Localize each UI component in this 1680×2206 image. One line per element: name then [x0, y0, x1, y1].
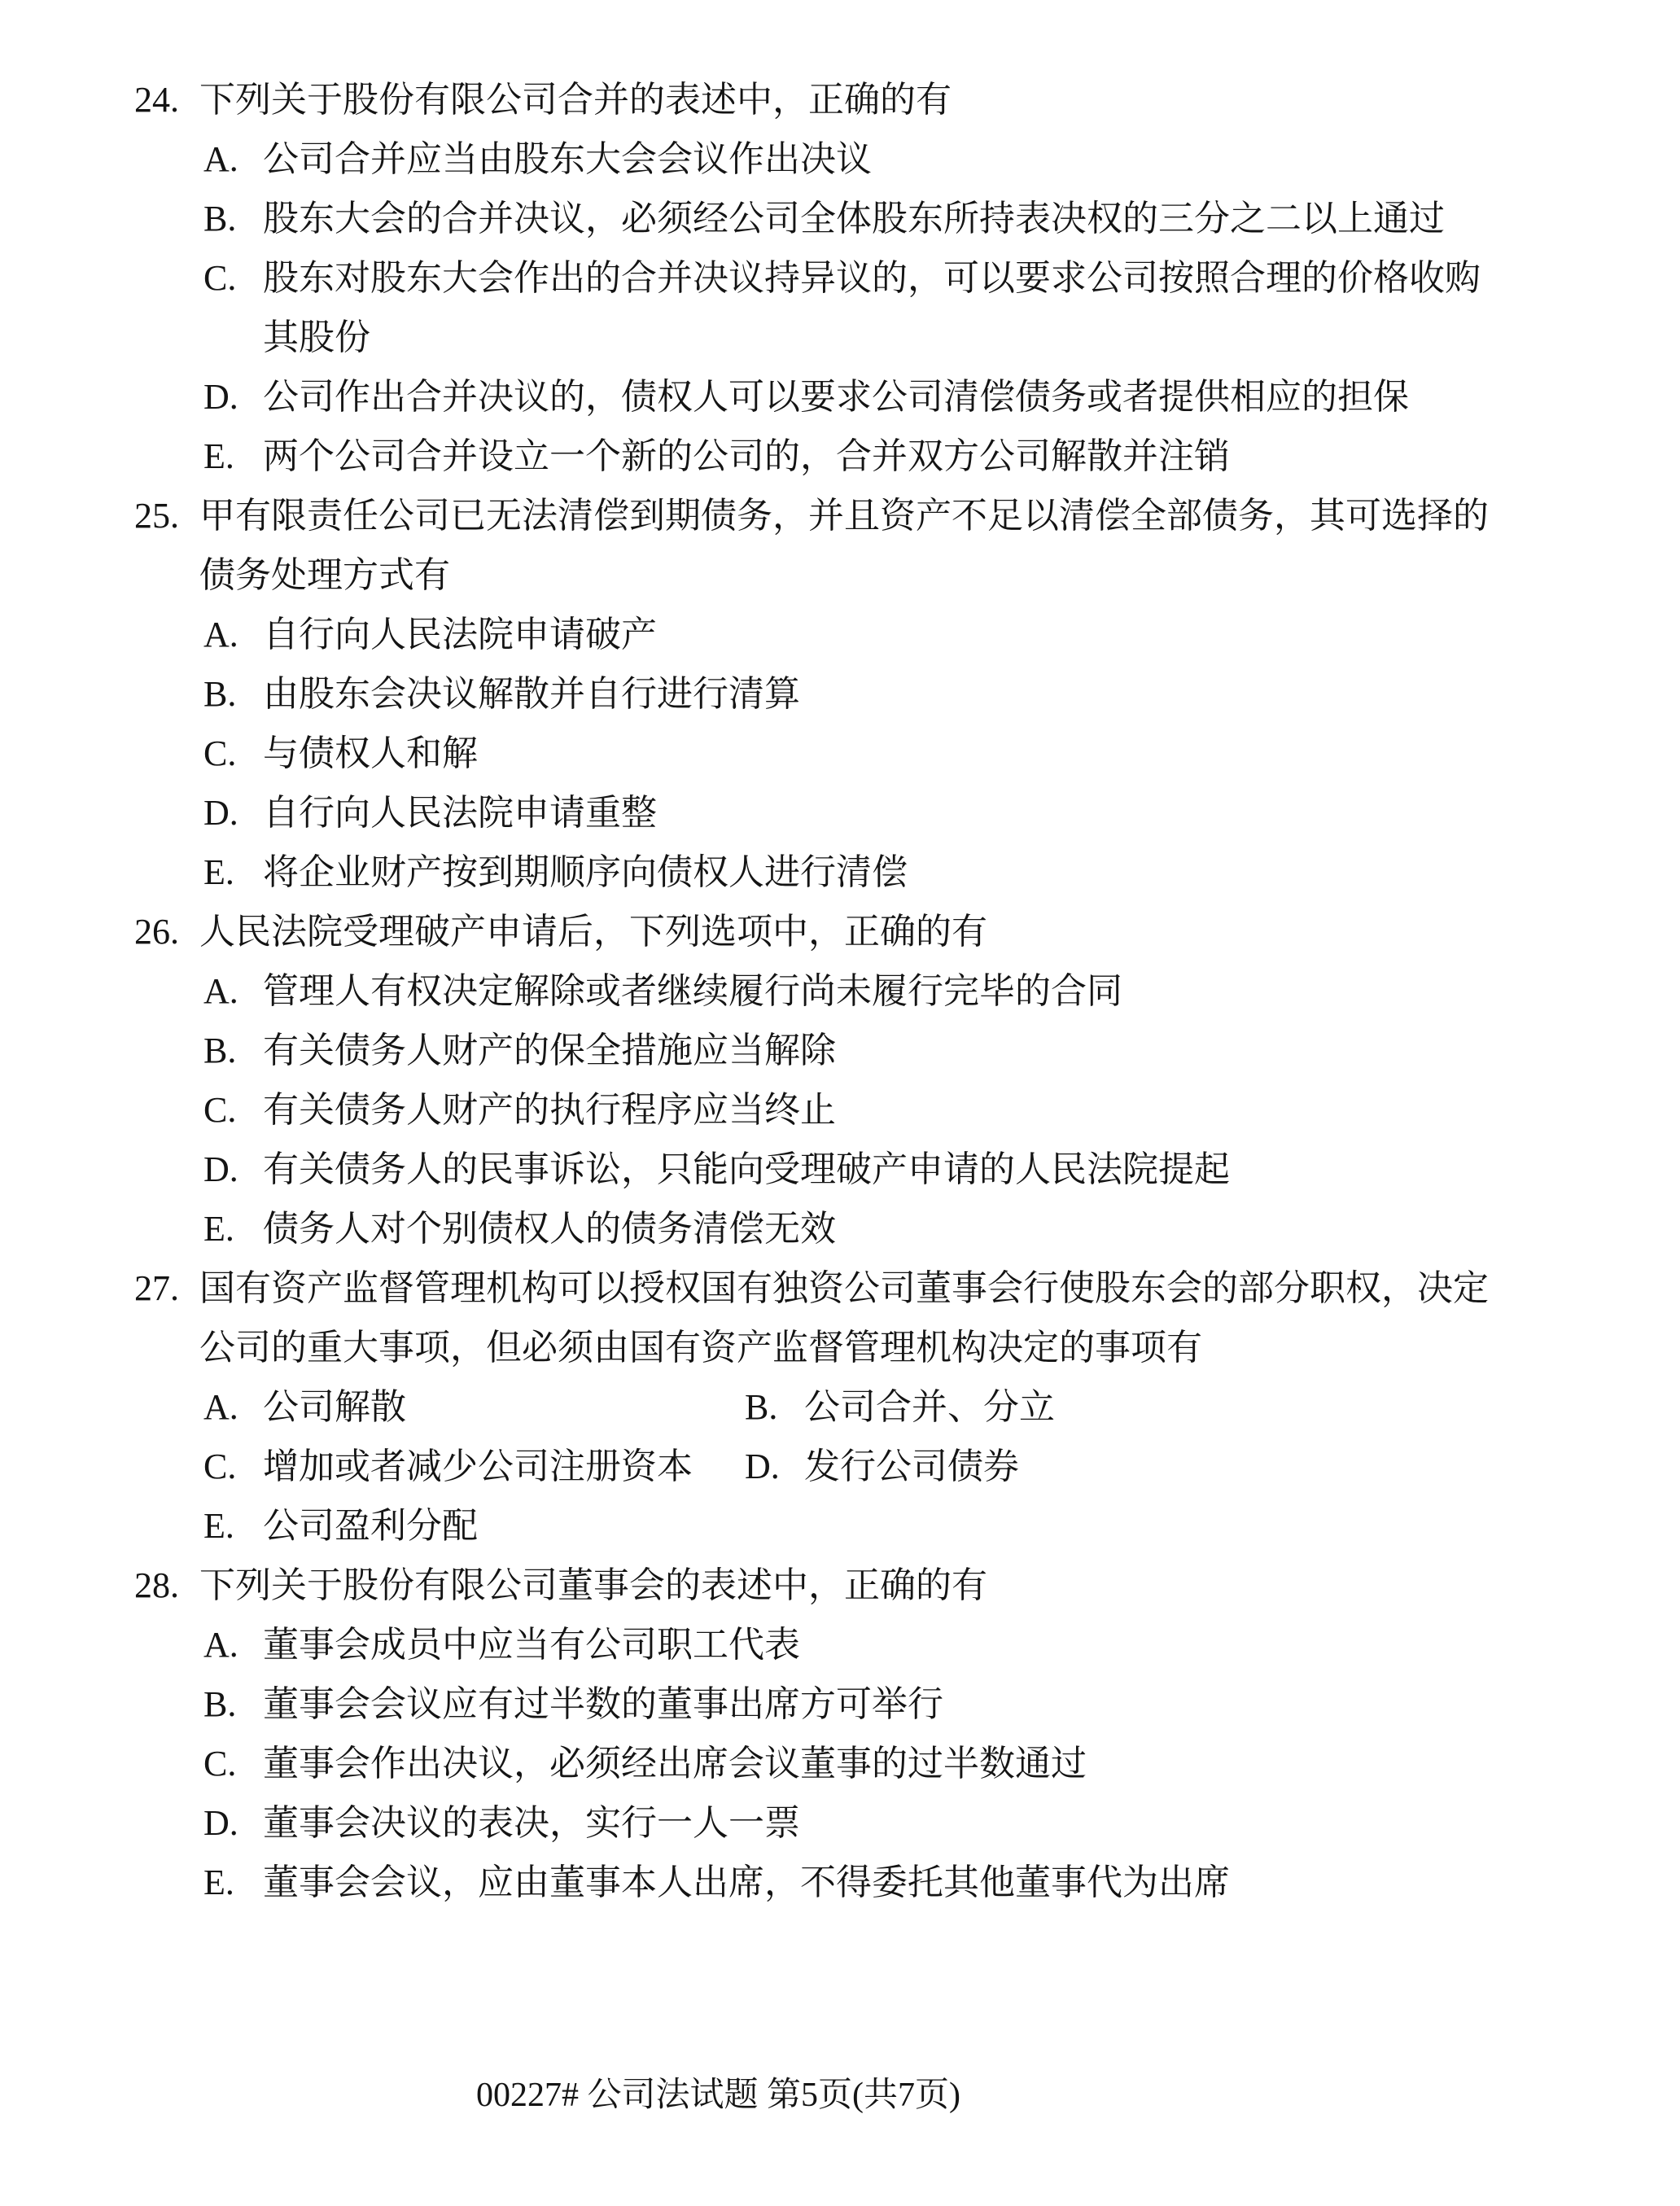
option-text: 公司作出合并决议的，债权人可以要求公司清偿债务或者提供相应的担保 — [263, 377, 1409, 417]
question-number: 24. — [134, 80, 179, 120]
question-number: 27. — [134, 1268, 179, 1308]
option-label: A. — [203, 1625, 238, 1665]
option-label: E. — [203, 852, 234, 892]
option-label: E. — [203, 1862, 234, 1902]
option-label: D. — [203, 1803, 238, 1843]
option-label: B. — [203, 1031, 237, 1070]
option-text: 债务人对个别债权人的债务清偿无效 — [263, 1209, 836, 1249]
option-row — [0, 961, 1680, 1021]
question-stem-text: 下列关于股份有限公司董事会的表述中，正确的有 — [199, 1565, 987, 1605]
footer-text: 00227# 公司法试题 第5页(共7页) — [476, 2077, 960, 2114]
option-label: B. — [203, 674, 237, 714]
option-text: 自行向人民法院申请重整 — [263, 793, 657, 833]
option-row — [0, 1793, 1680, 1853]
option-text: 董事会会议应有过半数的董事出席方可举行 — [263, 1684, 943, 1724]
question-block — [0, 486, 1680, 902]
option-text: 增加或者减少公司注册资本 — [263, 1447, 693, 1486]
option-label: C. — [203, 1447, 237, 1486]
option-label: A. — [203, 615, 238, 654]
option — [203, 1437, 745, 1496]
option-label: A. — [203, 139, 238, 179]
option-row — [0, 427, 1680, 486]
option-row — [0, 605, 1680, 664]
option-text: 董事会成员中应当有公司职工代表 — [263, 1625, 800, 1665]
option-text: 有关债务人财产的执行程序应当终止 — [263, 1090, 836, 1130]
option-text: 有关债务人的民事诉讼，只能向受理破产申请的人民法院提起 — [263, 1149, 1230, 1189]
option-text: 与债权人和解 — [263, 733, 478, 773]
question-stem-line — [0, 486, 1680, 545]
question-stem-line — [0, 70, 1680, 129]
option-row — [0, 1734, 1680, 1793]
option-label: D. — [203, 1149, 238, 1189]
question-stem-text: 下列关于股份有限公司合并的表述中，正确的有 — [199, 80, 952, 120]
option-text: 管理人有权决定解除或者继续履行尚未履行完毕的合同 — [263, 971, 1122, 1011]
question-stem-continuation: 债务处理方式有 — [199, 555, 450, 595]
option-row — [0, 1021, 1680, 1080]
question-stem-text: 甲有限责任公司已无法清偿到期债务，并且资产不足以清偿全部债务，其可选择的 — [199, 496, 1489, 536]
option-label: A. — [203, 1387, 238, 1427]
option-label: A. — [203, 971, 238, 1011]
option-row — [0, 1674, 1680, 1734]
option — [203, 1377, 745, 1437]
option-row — [0, 664, 1680, 724]
option-text: 公司盈利分配 — [263, 1506, 478, 1546]
option-row — [0, 843, 1680, 902]
question-number: 25. — [134, 496, 179, 536]
question-block — [0, 1258, 1680, 1556]
option-text: 由股东会决议解散并自行进行清算 — [263, 674, 800, 714]
option-continuation: 其股份 — [263, 317, 370, 357]
option-label: E. — [203, 1209, 234, 1249]
option-text: 发行公司债券 — [804, 1447, 1019, 1486]
option-label: B. — [203, 1684, 237, 1724]
question-number: 28. — [134, 1565, 179, 1605]
option-row — [0, 1496, 1680, 1556]
question-block — [0, 902, 1680, 1258]
option-text: 将企业财产按到期顺序向债权人进行清偿 — [263, 852, 908, 892]
option-row — [0, 129, 1680, 189]
option-text: 股东大会的合并决议，必须经公司全体股东所持表决权的三分之二以上通过 — [263, 199, 1445, 239]
option — [203, 1506, 478, 1546]
option-label: C. — [203, 1090, 237, 1130]
option-label: D. — [745, 1447, 780, 1486]
option-row — [0, 724, 1680, 783]
option-label: D. — [203, 377, 238, 417]
option — [745, 1387, 1055, 1427]
option-text: 公司合并应当由股东大会会议作出决议 — [263, 139, 872, 179]
option-text: 自行向人民法院申请破产 — [263, 615, 657, 654]
option-row — [0, 248, 1680, 308]
option-text: 董事会决议的表决，实行一人一票 — [263, 1803, 800, 1843]
option-text: 有关债务人财产的保全措施应当解除 — [263, 1031, 836, 1070]
option-text: 董事会作出决议，必须经出席会议董事的过半数通过 — [263, 1744, 1087, 1784]
option-label: D. — [203, 793, 238, 833]
page-footer — [476, 2069, 960, 2121]
question-number: 26. — [134, 912, 179, 952]
option-row — [0, 1140, 1680, 1199]
option-text: 公司合并、分立 — [804, 1387, 1055, 1427]
question-stem-continuation: 公司的重大事项，但必须由国有资产监督管理机构决定的事项有 — [199, 1328, 1202, 1368]
option — [745, 1447, 1019, 1486]
option-row — [0, 367, 1680, 427]
option-row — [0, 1853, 1680, 1912]
option-row — [0, 1199, 1680, 1258]
question-block — [0, 70, 1680, 486]
option-text: 董事会会议，应由董事本人出席，不得委托其他董事代为出席 — [263, 1862, 1230, 1902]
option-row — [0, 783, 1680, 843]
option-row — [0, 1377, 1680, 1437]
option-label: E. — [203, 1506, 234, 1546]
question-stem-text: 国有资产监督管理机构可以授权国有独资公司董事会行使股东会的部分职权，决定 — [199, 1268, 1489, 1308]
option-label: B. — [203, 199, 237, 239]
option-row — [0, 189, 1680, 248]
question-stem-line — [0, 1556, 1680, 1615]
option-label: C. — [203, 1744, 237, 1784]
question-stem-line — [0, 902, 1680, 961]
option-label: C. — [203, 258, 237, 298]
question-stem-line — [0, 1258, 1680, 1318]
option-row — [0, 1080, 1680, 1140]
option-label: C. — [203, 733, 237, 773]
option-row — [0, 1437, 1680, 1496]
question-block — [0, 1556, 1680, 1912]
option-text: 股东对股东大会作出的合并决议持异议的，可以要求公司按照合理的价格收购 — [263, 258, 1481, 298]
question-stem-text: 人民法院受理破产申请后，下列选项中，正确的有 — [199, 912, 987, 952]
option-label: E. — [203, 436, 234, 476]
option-text: 两个公司合并设立一个新的公司的，合并双方公司解散并注销 — [263, 436, 1230, 476]
option-label: B. — [745, 1387, 778, 1427]
option-text: 公司解散 — [263, 1387, 406, 1427]
option-row — [0, 1615, 1680, 1674]
